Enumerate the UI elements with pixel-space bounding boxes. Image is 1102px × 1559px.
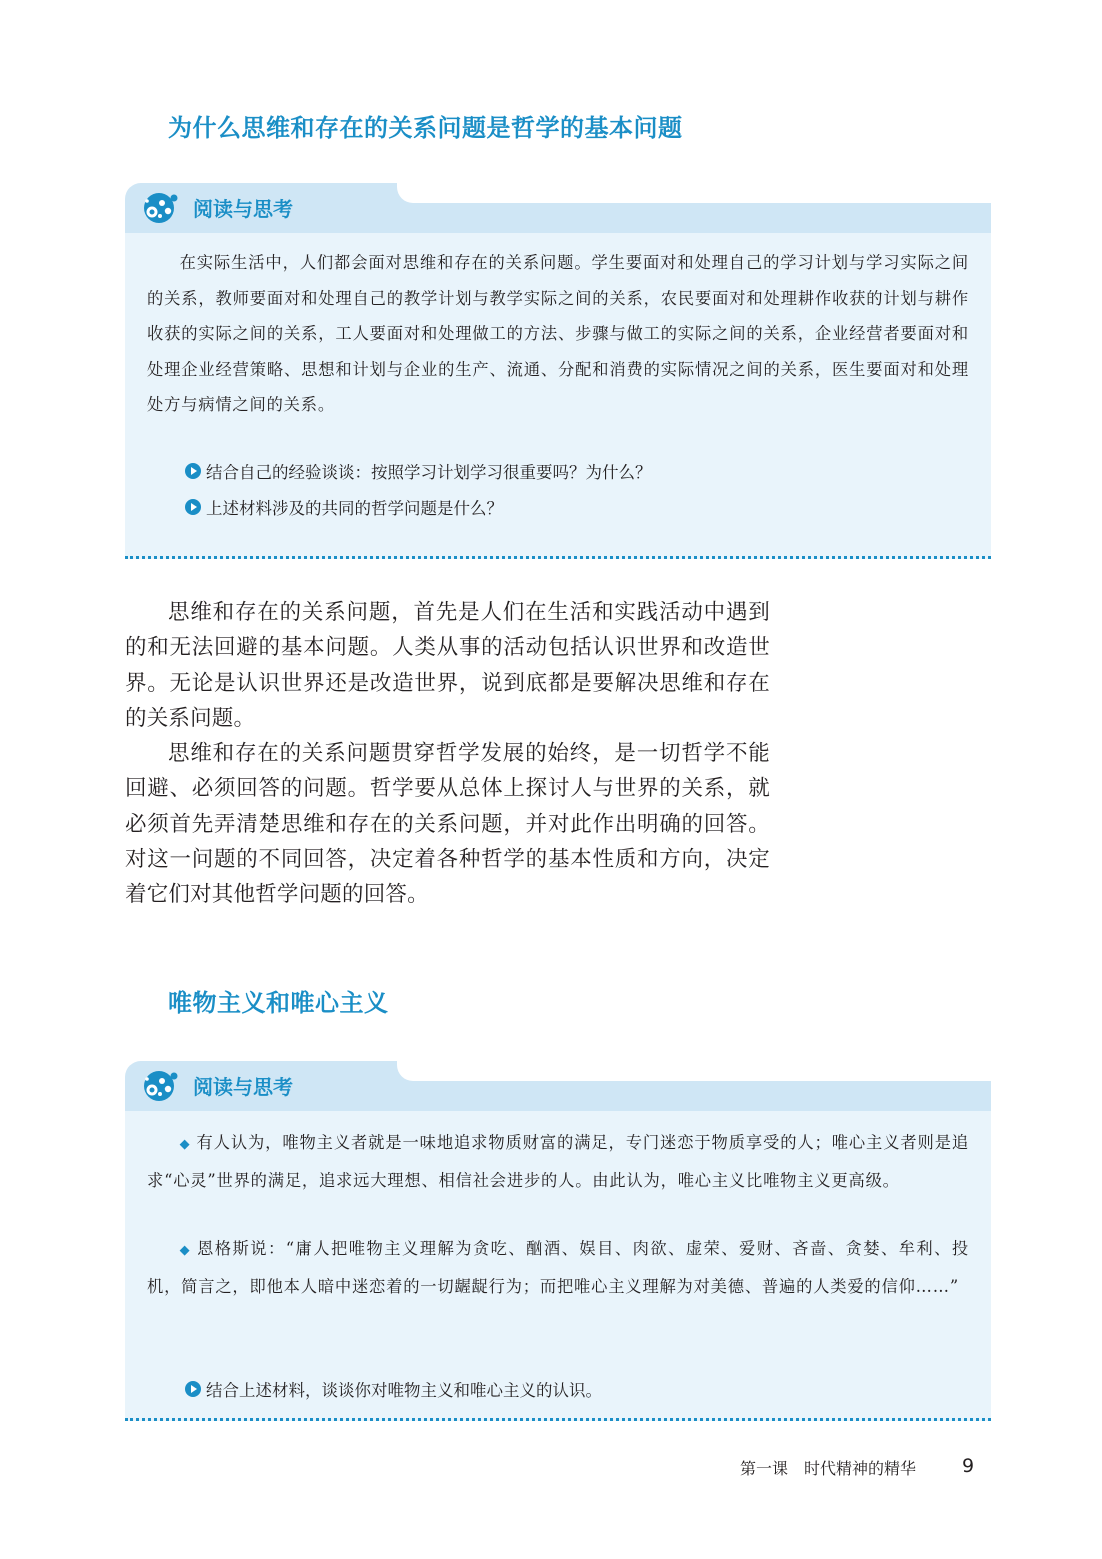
question-item: 结合上述材料，谈谈你对唯物主义和唯心主义的认识。 (185, 1377, 602, 1401)
reading-paragraph: 在实际生活中，人们都会面对思维和存在的关系问题。学生要面对和处理自己的学习计划与学习实际之间的关系，教师要面对和处理自己的教学计划与教学实际之间的关系，农民要面对和处理耕作收获的计划与耕作收获的实际之间的关系，工人要面对和处理做工的方法、步骤与做工的实际之间的关系，企业经营者要面对和处理企业经营策略、思想和计划与企业的生产、流通、分配和消费的实际情况之间的关系，医生要面对和处理处方与病情之间的关系。 (147, 253, 969, 414)
body-paragraph: 思维和存在的关系问题贯穿哲学发展的始终，是一切哲学不能回避、必须回答的问题。哲学要从总体上探讨人与世界的关系，就必须首先弄清楚思维和存在的关系问题，并对此作出明确的回答。对这一问题的不同回答，决定着各种哲学的基本性质和方向，决定着它们对其他哲学问题的回答。 (125, 741, 770, 908)
diamond-bullet-icon: ◆ (179, 1137, 191, 1152)
page-number: 9 (962, 1455, 975, 1477)
reading-box-body (125, 1111, 991, 1421)
reading-paragraph: ◆ 恩格斯说：“庸人把唯物主义理解为贪吃、酗酒、娱目、肉欲、虚荣、爱财、吝啬、贪婪、牟利、投机，简言之，即他本人暗中迷恋着的一切龌龊行为；而把唯心主义理解为对美德、普遍的人类爱的信仰……” (147, 1239, 969, 1296)
diamond-bullet-icon: ◆ (179, 1243, 192, 1258)
body-paragraph: 思维和存在的关系问题，首先是人们在生活和实践活动中遇到的和无法回避的基本问题。人类从事的活动包括认识世界和改造世界。无论是认识世界还是改造世界，说到底都是要解决思维和存在的关系问题。 (125, 600, 770, 731)
reading-box-title: 阅读与思考 (193, 1075, 293, 1099)
reading-paragraph: ◆ 有人认为，唯物主义者就是一味地追求物质财富的满足，专门迷恋于物质享受的人；唯心主义者则是追求“心灵”世界的满足，追求远大理想、相信社会进步的人。由此认为，唯心主义比唯物主义更高级。 (147, 1133, 969, 1190)
reading-icon (141, 189, 181, 225)
page-footer-chapter: 第一课 时代精神的精华 (740, 1459, 917, 1478)
reading-box-2 (125, 1061, 991, 1421)
reading-box-title: 阅读与思考 (193, 197, 293, 221)
play-circle-icon (185, 499, 201, 515)
reading-icon (141, 1067, 181, 1103)
section-heading-materialism-idealism: 唯物主义和唯心主义 (168, 989, 389, 1017)
question-item: 上述材料涉及的共同的哲学问题是什么？ (185, 495, 503, 519)
reading-box-1 (125, 183, 991, 559)
play-circle-icon (185, 1381, 201, 1397)
section-heading-basic-question: 为什么思维和存在的关系问题是哲学的基本问题 (168, 114, 683, 142)
reading-box-body (125, 233, 991, 559)
play-circle-icon (185, 463, 201, 479)
question-item: 结合自己的经验谈谈：按照学习计划学习很重要吗？为什么？ (185, 459, 652, 483)
